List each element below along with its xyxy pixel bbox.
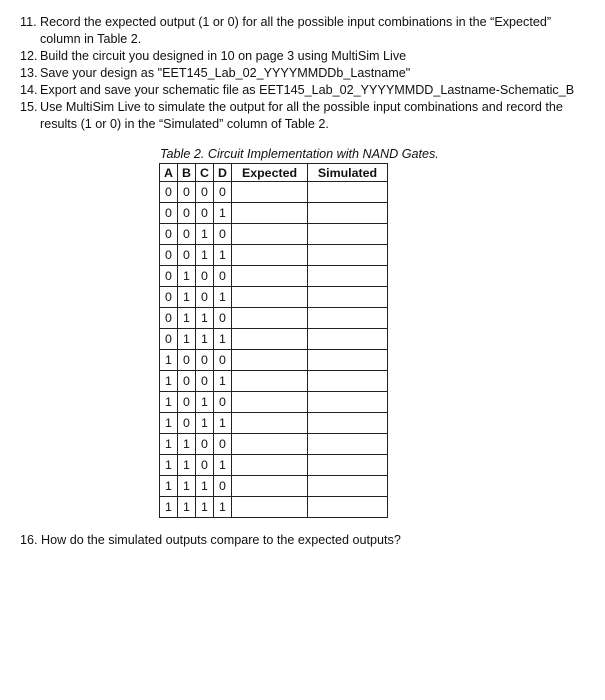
cell-d: 0 bbox=[214, 434, 232, 455]
cell-expected[interactable] bbox=[232, 329, 308, 350]
cell-c: 0 bbox=[196, 182, 214, 203]
cell-expected[interactable] bbox=[232, 308, 308, 329]
cell-b: 0 bbox=[178, 392, 196, 413]
header-a: A bbox=[160, 164, 178, 182]
instruction-list bbox=[20, 14, 595, 133]
header-expected: Expected bbox=[232, 164, 308, 182]
cell-c: 0 bbox=[196, 455, 214, 476]
cell-b: 1 bbox=[178, 497, 196, 518]
cell-c: 0 bbox=[196, 266, 214, 287]
table-row bbox=[160, 392, 388, 413]
cell-simulated[interactable] bbox=[308, 287, 388, 308]
instruction-number: 13. bbox=[20, 66, 38, 80]
instruction-number: 11. bbox=[20, 15, 37, 29]
cell-simulated[interactable] bbox=[308, 224, 388, 245]
instruction-text: Save your design as "EET145_Lab_02_YYYYMMDDb_Lastname" bbox=[40, 66, 411, 80]
cell-a: 0 bbox=[160, 287, 178, 308]
cell-b: 1 bbox=[178, 308, 196, 329]
instruction-item-12 bbox=[20, 48, 595, 65]
cell-simulated[interactable] bbox=[308, 371, 388, 392]
cell-expected[interactable] bbox=[232, 476, 308, 497]
cell-a: 0 bbox=[160, 224, 178, 245]
cell-b: 0 bbox=[178, 413, 196, 434]
table-row bbox=[160, 413, 388, 434]
cell-simulated[interactable] bbox=[308, 392, 388, 413]
cell-c: 1 bbox=[196, 392, 214, 413]
cell-a: 1 bbox=[160, 434, 178, 455]
instruction-text: Record the expected output (1 or 0) for all the possible input combinations in the “Expected” column in Table 2. bbox=[40, 15, 552, 46]
cell-expected[interactable] bbox=[232, 266, 308, 287]
cell-b: 1 bbox=[178, 476, 196, 497]
instruction-item-14 bbox=[20, 82, 595, 99]
instruction-item-11 bbox=[20, 14, 595, 48]
cell-d: 0 bbox=[214, 266, 232, 287]
cell-expected[interactable] bbox=[232, 182, 308, 203]
cell-c: 0 bbox=[196, 371, 214, 392]
table-row bbox=[160, 497, 388, 518]
cell-a: 1 bbox=[160, 371, 178, 392]
instruction-text: Build the circuit you designed in 10 on page 3 using MultiSim Live bbox=[40, 49, 407, 63]
cell-a: 0 bbox=[160, 308, 178, 329]
table-row bbox=[160, 308, 388, 329]
cell-b: 0 bbox=[178, 371, 196, 392]
cell-d: 1 bbox=[214, 455, 232, 476]
cell-expected[interactable] bbox=[232, 371, 308, 392]
table-row bbox=[160, 329, 388, 350]
cell-a: 1 bbox=[160, 392, 178, 413]
cell-a: 1 bbox=[160, 413, 178, 434]
table-row bbox=[160, 371, 388, 392]
instruction-number: 14. bbox=[20, 83, 38, 97]
cell-simulated[interactable] bbox=[308, 476, 388, 497]
cell-simulated[interactable] bbox=[308, 203, 388, 224]
table-row bbox=[160, 455, 388, 476]
cell-b: 0 bbox=[178, 245, 196, 266]
cell-a: 0 bbox=[160, 182, 178, 203]
table-row bbox=[160, 476, 388, 497]
instruction-item-13 bbox=[20, 65, 595, 82]
cell-c: 1 bbox=[196, 245, 214, 266]
cell-b: 1 bbox=[178, 455, 196, 476]
table-row bbox=[160, 287, 388, 308]
cell-b: 0 bbox=[178, 182, 196, 203]
cell-c: 0 bbox=[196, 434, 214, 455]
cell-simulated[interactable] bbox=[308, 455, 388, 476]
table-row bbox=[160, 266, 388, 287]
instruction-text: Use MultiSim Live to simulate the output for all the possible input combinations and record the results (1 or 0) in the “Simulated” column of Table 2. bbox=[40, 100, 563, 131]
cell-d: 0 bbox=[214, 392, 232, 413]
cell-b: 0 bbox=[178, 203, 196, 224]
table-row bbox=[160, 434, 388, 455]
cell-d: 0 bbox=[214, 182, 232, 203]
cell-simulated[interactable] bbox=[308, 413, 388, 434]
cell-c: 1 bbox=[196, 497, 214, 518]
cell-c: 1 bbox=[196, 329, 214, 350]
cell-d: 1 bbox=[214, 329, 232, 350]
truth-table bbox=[159, 163, 388, 518]
cell-d: 0 bbox=[214, 476, 232, 497]
table-header-row bbox=[160, 164, 388, 182]
cell-a: 0 bbox=[160, 203, 178, 224]
table-row bbox=[160, 182, 388, 203]
table-caption: Table 2. Circuit Implementation with NAND Gates. bbox=[160, 147, 439, 161]
header-c: C bbox=[196, 164, 214, 182]
cell-d: 1 bbox=[214, 413, 232, 434]
cell-simulated[interactable] bbox=[308, 308, 388, 329]
cell-a: 0 bbox=[160, 329, 178, 350]
cell-d: 0 bbox=[214, 308, 232, 329]
cell-a: 0 bbox=[160, 266, 178, 287]
cell-d: 1 bbox=[214, 203, 232, 224]
cell-expected[interactable] bbox=[232, 350, 308, 371]
cell-b: 0 bbox=[178, 350, 196, 371]
cell-b: 1 bbox=[178, 434, 196, 455]
cell-c: 0 bbox=[196, 350, 214, 371]
table-row bbox=[160, 224, 388, 245]
cell-expected[interactable] bbox=[232, 392, 308, 413]
cell-c: 1 bbox=[196, 308, 214, 329]
table-row bbox=[160, 203, 388, 224]
header-simulated: Simulated bbox=[308, 164, 388, 182]
cell-expected[interactable] bbox=[232, 224, 308, 245]
cell-expected[interactable] bbox=[232, 497, 308, 518]
cell-d: 1 bbox=[214, 497, 232, 518]
header-b: B bbox=[178, 164, 196, 182]
question-16: 16. How do the simulated outputs compare to the expected outputs? bbox=[20, 533, 401, 547]
instruction-number: 12. bbox=[20, 49, 38, 63]
cell-simulated[interactable] bbox=[308, 245, 388, 266]
cell-c: 0 bbox=[196, 287, 214, 308]
cell-simulated[interactable] bbox=[308, 434, 388, 455]
cell-d: 1 bbox=[214, 371, 232, 392]
cell-expected[interactable] bbox=[232, 203, 308, 224]
cell-c: 1 bbox=[196, 476, 214, 497]
cell-expected[interactable] bbox=[232, 287, 308, 308]
header-d: D bbox=[214, 164, 232, 182]
instruction-text: Export and save your schematic file as EET145_Lab_02_YYYYMMDD_Lastname-Schematic_B bbox=[40, 83, 575, 97]
cell-b: 1 bbox=[178, 287, 196, 308]
table-row bbox=[160, 245, 388, 266]
cell-b: 1 bbox=[178, 329, 196, 350]
instruction-number: 15. bbox=[20, 100, 38, 114]
cell-a: 1 bbox=[160, 350, 178, 371]
cell-b: 1 bbox=[178, 266, 196, 287]
cell-b: 0 bbox=[178, 224, 196, 245]
cell-c: 1 bbox=[196, 413, 214, 434]
cell-d: 0 bbox=[214, 224, 232, 245]
cell-simulated[interactable] bbox=[308, 350, 388, 371]
cell-a: 1 bbox=[160, 497, 178, 518]
cell-c: 1 bbox=[196, 224, 214, 245]
cell-expected[interactable] bbox=[232, 434, 308, 455]
cell-a: 0 bbox=[160, 245, 178, 266]
cell-simulated[interactable] bbox=[308, 497, 388, 518]
cell-d: 1 bbox=[214, 287, 232, 308]
cell-c: 0 bbox=[196, 203, 214, 224]
cell-d: 0 bbox=[214, 350, 232, 371]
cell-simulated[interactable] bbox=[308, 182, 388, 203]
cell-expected[interactable] bbox=[232, 455, 308, 476]
cell-expected[interactable] bbox=[232, 245, 308, 266]
cell-d: 1 bbox=[214, 245, 232, 266]
cell-a: 1 bbox=[160, 455, 178, 476]
cell-simulated[interactable] bbox=[308, 266, 388, 287]
table-row bbox=[160, 350, 388, 371]
cell-expected[interactable] bbox=[232, 413, 308, 434]
cell-simulated[interactable] bbox=[308, 329, 388, 350]
cell-a: 1 bbox=[160, 476, 178, 497]
instruction-item-15 bbox=[20, 99, 595, 133]
